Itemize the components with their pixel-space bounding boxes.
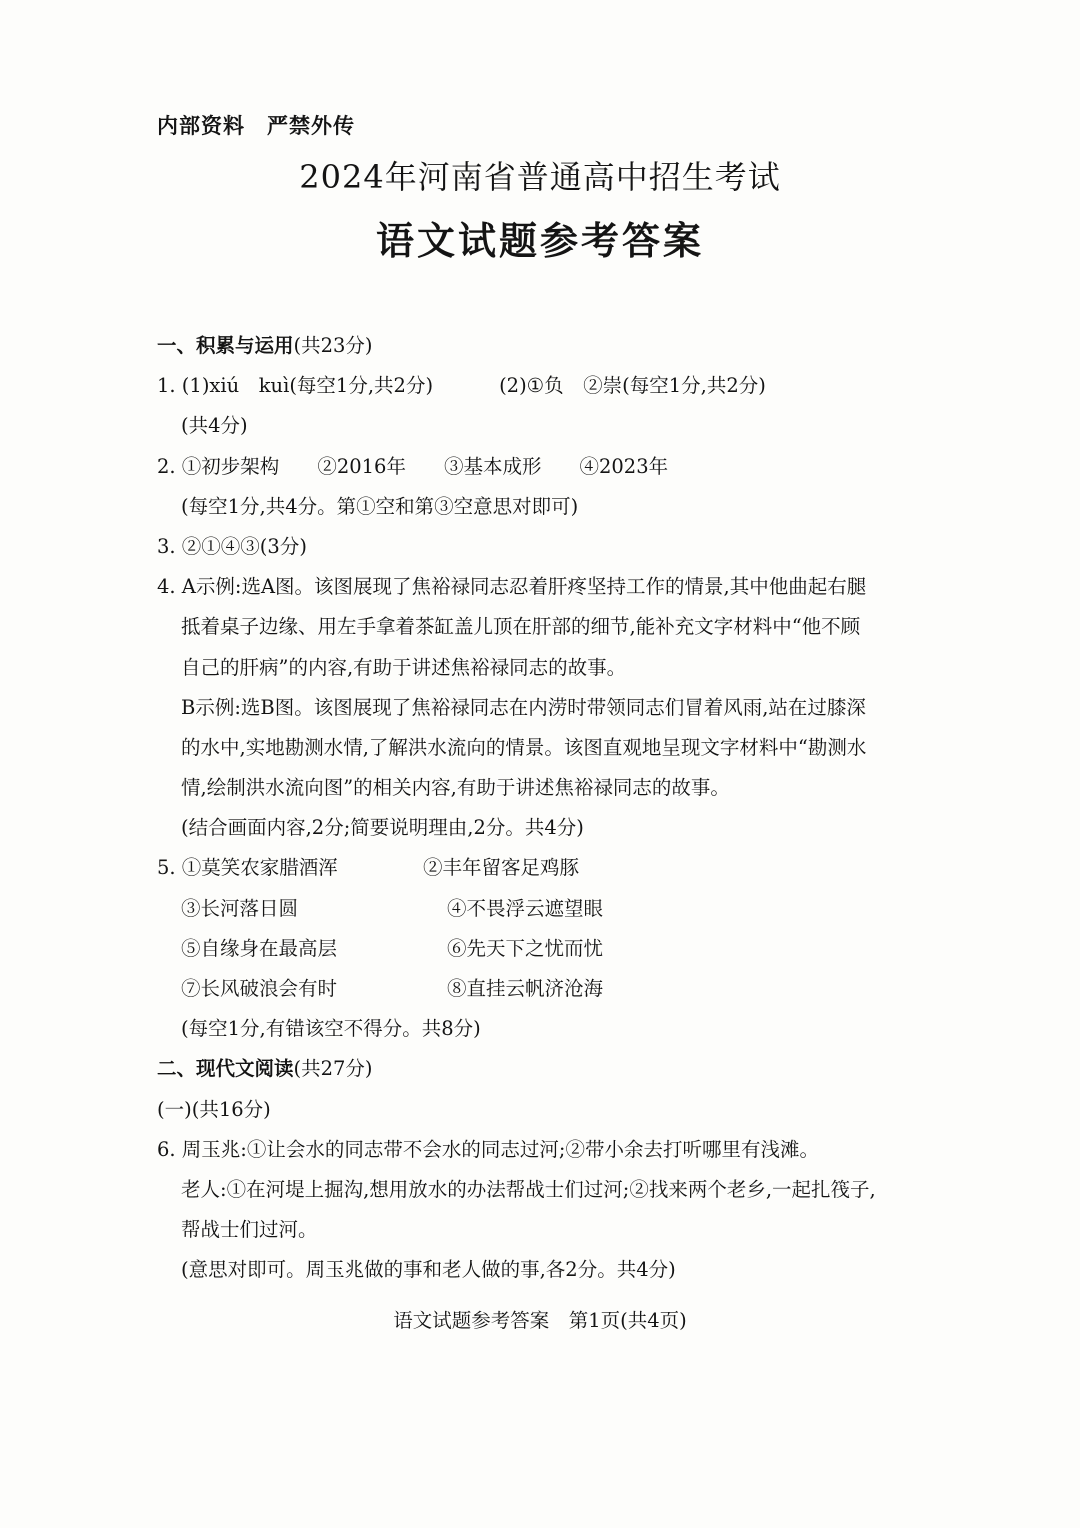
q1-part2: (2)①负 ②崇(每空1分,共2分) (499, 374, 766, 398)
q5-blank7: ⑦长风破浪会有时 (181, 977, 338, 1000)
q2-blank4: ④2023年 (579, 454, 669, 478)
q2-blank2: ②2016年 (317, 454, 406, 478)
page-footer: 语文试题参考答案 第1页(共4页) (393, 1309, 687, 1332)
q2-note: (每空1分,共4分。第①空和第③空意思对即可) (181, 494, 579, 518)
q2-answer (157, 447, 947, 487)
q4-line-4: B示例:选B图。该图展现了焦裕禄同志在内涝时带领同志们冒着风雨,站在过膝深 (181, 695, 866, 719)
q5-blank3: ③长河落日圆 (181, 896, 299, 920)
q6-line-3: 帮战士们过河。 (181, 1218, 318, 1242)
q4-line-3: 自己的肝病”的内容,有助于讲述焦裕禄同志的故事。 (181, 655, 627, 679)
q5-note: (每空1分,有错该空不得分。共8分) (181, 1017, 481, 1041)
section-2-heading (157, 1049, 947, 1089)
q4-note: (结合画面内容,2分;简要说明理由,2分。共4分) (181, 816, 584, 840)
section-heading-text: 二、现代文阅读 (157, 1057, 294, 1081)
q5-row-1 (157, 848, 947, 888)
q5-row-2 (157, 889, 947, 929)
q4-line-1: 4. A示例:选A图。该图展现了焦裕禄同志忍着肝疼坚持工作的情景,其中他曲起右腿 (157, 575, 867, 599)
q4-line-2: 抵着桌子边缘、用左手拿着茶缸盖儿顶在肝部的细节,能补充文字材料中“他不顾 (181, 615, 861, 639)
q4-line-6: 情,绘制洪水流向图”的相关内容,有助于讲述焦裕禄同志的故事。 (181, 776, 730, 800)
q5-blank1: 5. ①莫笑农家腊酒浑 (157, 856, 338, 880)
q5-row-4 (157, 969, 947, 1009)
q4-line-5: 的水中,实地勘测水情,了解洪水流向的情景。该图直观地呈现文字材料中“勘测水 (181, 735, 867, 759)
section-points: (共27分) (293, 1057, 373, 1081)
q2-blank1: 2. ①初步架构 (157, 454, 280, 478)
q1-answer (157, 366, 947, 406)
q3-answer: 3. ②①④③(3分) (157, 534, 307, 558)
section-heading-text: 一、积累与运用 (157, 334, 294, 357)
q2-blank3: ③基本成形 (443, 454, 542, 478)
q6-line-2: 老人:①在河堤上掘沟,想用放水的办法帮战士们过河;②找来两个老乡,一起扎筏子, (181, 1177, 876, 1201)
section-points: (共23分) (293, 334, 373, 357)
q6-note: (意思对即可。周玉兆做的事和老人做的事,各2分。共4分) (181, 1258, 676, 1282)
answer-body (157, 326, 947, 1291)
q5-blank8: ⑧直挂云帆济沧海 (447, 977, 604, 1000)
q5-blank2: ②丰年留客足鸡豚 (423, 856, 580, 880)
section-1-heading (157, 326, 947, 366)
exam-title: 2024年河南省普通高中招生考试 (299, 158, 781, 196)
q5-blank6: ⑥先天下之忧而忧 (447, 936, 604, 960)
subsection-1: (一)(共16分) (157, 1097, 271, 1121)
q5-blank5: ⑤自缘身在最高层 (181, 936, 338, 960)
q5-blank4: ④不畏浮云遮望眼 (447, 896, 604, 920)
answer-key-title: 语文试题参考答案 (375, 219, 704, 263)
q1-total: (共4分) (181, 414, 248, 438)
q5-row-3 (157, 929, 947, 969)
q6-line-1: 6. 周玉兆:①让会水的同志带不会水的同志过河;②带小余去打听哪里有浅滩。 (157, 1137, 819, 1161)
confidential-notice: 内部资料 严禁外传 (157, 114, 355, 138)
q1-part1: 1. (1)xiú kuì(每空1分,共2分) (157, 374, 434, 398)
